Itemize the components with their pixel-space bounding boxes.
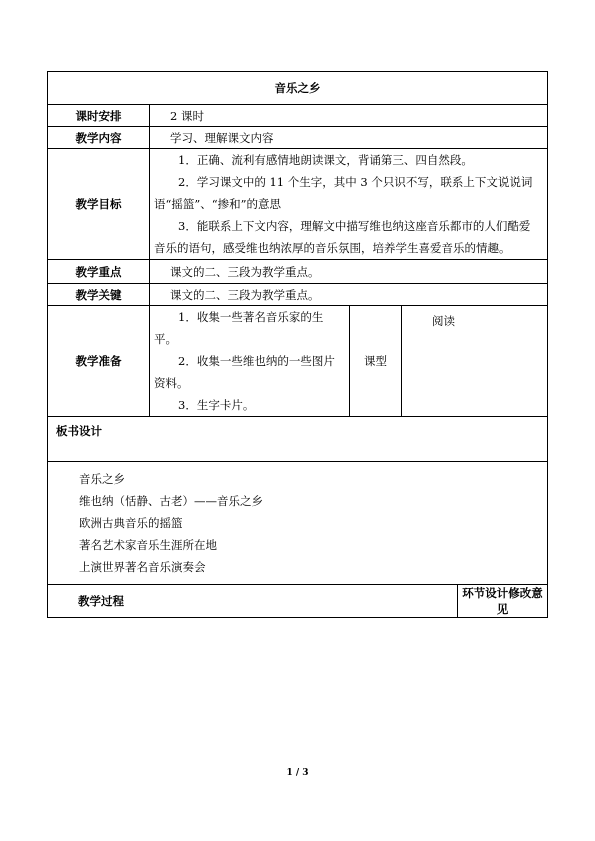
page-number: 1 / 3: [286, 768, 309, 778]
board-label: 板书设计: [48, 417, 548, 462]
process-label: 教学过程: [48, 585, 458, 618]
prep-item: 3．生字卡片。: [178, 398, 255, 412]
board-line: 音乐之乡: [79, 472, 125, 486]
focus-label: 教学重点: [48, 260, 150, 284]
schedule-label: 课时安排: [48, 105, 150, 127]
prep-label: 教学准备: [48, 306, 150, 417]
lesson-plan-table: [47, 71, 548, 618]
goal-item: 2．学习课文中的 11 个生字，其中 3 个只识不写，联系上下文说说词语“摇篮”、“掺和”的意思: [154, 175, 533, 211]
key-value: 课文的二、三段为教学重点。: [150, 284, 548, 306]
content-value: 学习、理解课文内容: [150, 127, 548, 149]
focus-value: 课文的二、三段为教学重点。: [150, 260, 548, 284]
lesson-title: 音乐之乡: [48, 72, 548, 105]
prep-item: 1．收集一些著名音乐家的生平。: [154, 310, 324, 346]
lesson-type-value: 阅读: [402, 306, 548, 417]
goal-item: 3．能联系上下文内容，理解文中描写维也纳这座音乐都市的人们酷爱音乐的语句，感受维也纳浓厚的音乐氛围，培养学生喜爱音乐的情趣。: [154, 219, 531, 255]
content-label: 教学内容: [48, 127, 150, 149]
prep-item: 2．收集一些维也纳的一些图片资料。: [154, 354, 335, 390]
goal-item: 1．正确、流利有感情地朗读课文，背诵第三、四自然段。: [178, 153, 473, 167]
board-content: [48, 462, 548, 585]
goals-cell: [150, 149, 548, 260]
schedule-value: 2 课时: [150, 105, 548, 127]
board-line: 维也纳（恬静、古老）——音乐之乡: [79, 494, 263, 508]
board-line: 著名艺术家音乐生涯所在地: [79, 538, 217, 552]
goals-label: 教学目标: [48, 149, 150, 260]
key-label: 教学关键: [48, 284, 150, 306]
board-line: 欧洲古典音乐的摇篮: [79, 516, 183, 530]
revision-label: 环节设计修改意见: [458, 585, 548, 618]
lesson-type-label: 课型: [350, 306, 402, 417]
board-line: 上演世界著名音乐演奏会: [79, 560, 206, 574]
prep-cell: [150, 306, 350, 417]
